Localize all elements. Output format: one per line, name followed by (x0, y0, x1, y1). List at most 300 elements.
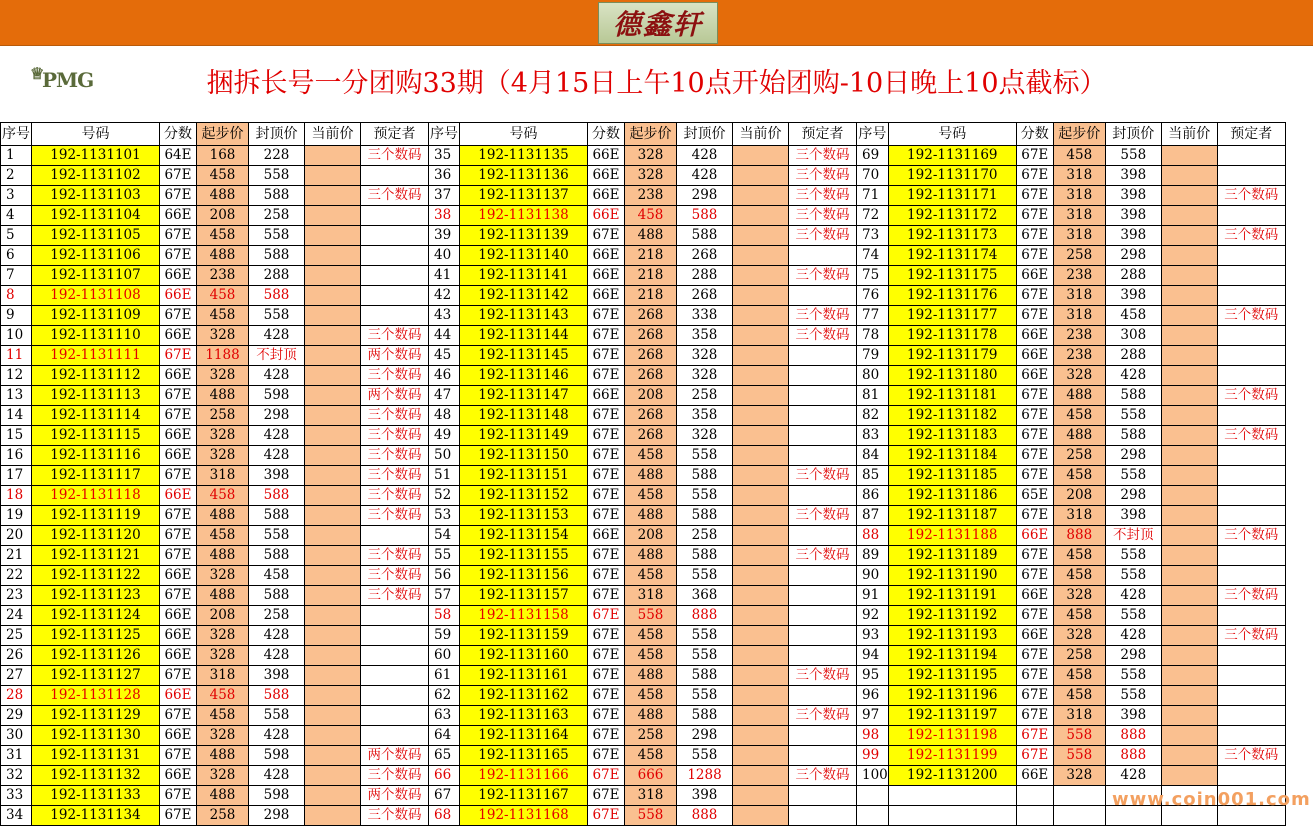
cell-start: 208 (625, 386, 677, 406)
cell-num: 192-1131108 (32, 286, 160, 306)
cell-fen: 67E (588, 726, 625, 746)
cell-start: 458 (1053, 546, 1105, 566)
cell-cur (1161, 386, 1217, 406)
cell-cur (305, 486, 361, 506)
cell-res: 三个数码 (361, 766, 429, 786)
cell-cur (733, 746, 789, 766)
cell-fen: 66E (160, 486, 197, 506)
cell-cur (1161, 306, 1217, 326)
cell-cur (1161, 686, 1217, 706)
cell-num: 192-1131112 (32, 366, 160, 386)
cell-res (789, 686, 857, 706)
cell-seq: 68 (429, 806, 460, 826)
cell-res (1217, 466, 1285, 486)
cell-fen: 67E (588, 786, 625, 806)
cell-seq: 21 (1, 546, 32, 566)
cell-num: 192-1131102 (32, 166, 160, 186)
cell-res: 三个数码 (789, 766, 857, 786)
cell-res: 三个数码 (789, 546, 857, 566)
cell-cap: 588 (677, 546, 733, 566)
cell-num: 192-1131141 (460, 266, 588, 286)
cell-start: 238 (1053, 326, 1105, 346)
cell-start: 328 (197, 646, 249, 666)
table-row (1, 246, 1286, 266)
cell-fen: 67E (1016, 226, 1053, 246)
cell-start: 1188 (197, 346, 249, 366)
cell-fen: 67E (588, 426, 625, 446)
cell-cur (305, 726, 361, 746)
cell-num: 192-1131176 (888, 286, 1016, 306)
cell-num: 192-1131167 (460, 786, 588, 806)
cell-res (789, 346, 857, 366)
cell-cap: 228 (249, 146, 305, 166)
empty-cell (1016, 786, 1053, 806)
cell-res: 三个数码 (1217, 746, 1285, 766)
cell-cur (1161, 746, 1217, 766)
cell-cap: 588 (249, 186, 305, 206)
cell-res (361, 646, 429, 666)
cell-res: 三个数码 (1217, 426, 1285, 446)
cell-seq: 43 (429, 306, 460, 326)
cell-num: 192-1131178 (888, 326, 1016, 346)
cell-res: 三个数码 (789, 186, 857, 206)
cell-res (1217, 666, 1285, 686)
cell-cur (733, 446, 789, 466)
cell-start: 318 (1053, 226, 1105, 246)
cell-fen: 67E (1016, 386, 1053, 406)
cell-cur (733, 146, 789, 166)
cell-num: 192-1131126 (32, 646, 160, 666)
cell-cap: 888 (1105, 726, 1161, 746)
cell-seq: 47 (429, 386, 460, 406)
table-row (1, 506, 1286, 526)
table-row (1, 306, 1286, 326)
cell-num: 192-1131154 (460, 526, 588, 546)
cell-fen: 67E (160, 586, 197, 606)
cell-start: 458 (625, 206, 677, 226)
cell-res: 三个数码 (361, 566, 429, 586)
cell-start: 218 (625, 246, 677, 266)
cell-cap: 428 (1105, 586, 1161, 606)
cell-cap: 558 (249, 306, 305, 326)
cell-num: 192-1131152 (460, 486, 588, 506)
table-row (1, 566, 1286, 586)
cell-cap: 358 (677, 326, 733, 346)
cell-num: 192-1131183 (888, 426, 1016, 446)
cell-cap: 258 (677, 526, 733, 546)
cell-fen: 66E (588, 206, 625, 226)
cell-start: 458 (625, 486, 677, 506)
cell-seq: 23 (1, 586, 32, 606)
cell-seq: 9 (1, 306, 32, 326)
cell-seq: 32 (1, 766, 32, 786)
cell-seq: 28 (1, 686, 32, 706)
cell-num: 192-1131134 (32, 806, 160, 826)
cell-cap: 298 (1105, 486, 1161, 506)
cell-cap: 558 (1105, 406, 1161, 426)
cell-start: 558 (1053, 746, 1105, 766)
cell-cap: 398 (1105, 286, 1161, 306)
pmg-emblem-icon: ♕ (30, 64, 44, 83)
cell-fen: 65E (1016, 486, 1053, 506)
cell-start: 888 (1053, 526, 1105, 546)
cell-num: 192-1131145 (460, 346, 588, 366)
table-row (1, 786, 1286, 806)
cell-start: 328 (197, 446, 249, 466)
cell-cur (305, 206, 361, 226)
cell-fen: 67E (1016, 166, 1053, 186)
cell-cap: 368 (677, 586, 733, 606)
cell-num: 192-1131140 (460, 246, 588, 266)
cell-res (1217, 326, 1285, 346)
cell-seq: 72 (857, 206, 889, 226)
cell-fen: 67E (1016, 426, 1053, 446)
cell-seq: 63 (429, 706, 460, 726)
cell-res: 三个数码 (361, 586, 429, 606)
cell-cur (733, 326, 789, 346)
cell-fen: 67E (1016, 606, 1053, 626)
cell-cur (305, 506, 361, 526)
cell-seq: 45 (429, 346, 460, 366)
table-row (1, 326, 1286, 346)
cell-res: 三个数码 (789, 706, 857, 726)
cell-cap: 888 (677, 606, 733, 626)
cell-start: 488 (625, 666, 677, 686)
cell-fen: 67E (588, 746, 625, 766)
column-header: 起步价 (197, 123, 249, 146)
cell-res: 三个数码 (789, 226, 857, 246)
cell-seq: 94 (857, 646, 889, 666)
cell-start: 458 (625, 626, 677, 646)
cell-start: 318 (1053, 286, 1105, 306)
cell-seq: 8 (1, 286, 32, 306)
cell-seq: 35 (429, 146, 460, 166)
cell-cur (305, 626, 361, 646)
cell-cur (733, 266, 789, 286)
cell-cap: 588 (677, 666, 733, 686)
cell-fen: 67E (588, 646, 625, 666)
cell-start: 458 (625, 446, 677, 466)
cell-cap: 458 (1105, 306, 1161, 326)
cell-res (1217, 206, 1285, 226)
cell-cur (1161, 526, 1217, 546)
cell-seq: 16 (1, 446, 32, 466)
cell-num: 192-1131106 (32, 246, 160, 266)
cell-seq: 96 (857, 686, 889, 706)
cell-num: 192-1131174 (888, 246, 1016, 266)
cell-start: 458 (197, 486, 249, 506)
cell-fen: 67E (160, 466, 197, 486)
cell-cap: 588 (249, 586, 305, 606)
cell-start: 328 (197, 426, 249, 446)
cell-cur (305, 306, 361, 326)
cell-cap: 298 (249, 806, 305, 826)
cell-cur (305, 466, 361, 486)
cell-num: 192-1131184 (888, 446, 1016, 466)
cell-num: 192-1131151 (460, 466, 588, 486)
cell-cur (733, 586, 789, 606)
cell-seq: 51 (429, 466, 460, 486)
cell-res (361, 726, 429, 746)
cell-seq: 88 (857, 526, 889, 546)
banner (0, 0, 1313, 46)
cell-cur (733, 566, 789, 586)
cell-res: 三个数码 (1217, 626, 1285, 646)
column-header: 分数 (1016, 123, 1053, 146)
cell-res (361, 686, 429, 706)
cell-cur (305, 166, 361, 186)
cell-res (789, 586, 857, 606)
cell-start: 328 (1053, 766, 1105, 786)
cell-fen: 66E (588, 526, 625, 546)
cell-num: 192-1131139 (460, 226, 588, 246)
cell-res: 两个数码 (361, 786, 429, 806)
cell-cur (305, 326, 361, 346)
cell-cur (733, 306, 789, 326)
cell-fen: 66E (588, 266, 625, 286)
cell-cap: 588 (249, 686, 305, 706)
cell-num: 192-1131158 (460, 606, 588, 626)
cell-cur (1161, 266, 1217, 286)
cell-cap: 598 (249, 746, 305, 766)
cell-cap: 428 (249, 626, 305, 646)
cell-cap: 558 (677, 446, 733, 466)
cell-fen: 67E (1016, 546, 1053, 566)
table-row (1, 546, 1286, 566)
cell-num: 192-1131165 (460, 746, 588, 766)
cell-num: 192-1131169 (888, 146, 1016, 166)
cell-seq: 53 (429, 506, 460, 526)
cell-fen: 67E (160, 226, 197, 246)
cell-num: 192-1131143 (460, 306, 588, 326)
cell-start: 328 (1053, 626, 1105, 646)
cell-start: 458 (1053, 406, 1105, 426)
cell-res (789, 726, 857, 746)
watermark: www.coin001.com (1112, 789, 1311, 810)
cell-seq: 33 (1, 786, 32, 806)
cell-start: 488 (625, 506, 677, 526)
cell-res (1217, 566, 1285, 586)
table-row (1, 466, 1286, 486)
cell-cur (733, 786, 789, 806)
cell-res: 三个数码 (361, 446, 429, 466)
cell-fen: 67E (588, 806, 625, 826)
cell-seq: 81 (857, 386, 889, 406)
cell-num: 192-1131171 (888, 186, 1016, 206)
cell-cur (305, 746, 361, 766)
cell-num: 192-1131180 (888, 366, 1016, 386)
cell-fen: 67E (1016, 706, 1053, 726)
cell-start: 666 (625, 766, 677, 786)
cell-num: 192-1131187 (888, 506, 1016, 526)
cell-seq: 78 (857, 326, 889, 346)
cell-cur (305, 586, 361, 606)
cell-cap: 428 (677, 166, 733, 186)
cell-cap: 398 (1105, 506, 1161, 526)
cell-cur (305, 646, 361, 666)
cell-start: 268 (625, 366, 677, 386)
cell-num: 192-1131147 (460, 386, 588, 406)
cell-res: 三个数码 (361, 506, 429, 526)
table-row (1, 226, 1286, 246)
cell-start: 488 (197, 506, 249, 526)
cell-seq: 73 (857, 226, 889, 246)
cell-res (1217, 146, 1285, 166)
table-row (1, 606, 1286, 626)
cell-res (789, 526, 857, 546)
cell-seq: 7 (1, 266, 32, 286)
cell-num: 192-1131186 (888, 486, 1016, 506)
cell-num: 192-1131115 (32, 426, 160, 446)
cell-num: 192-1131113 (32, 386, 160, 406)
cell-seq: 10 (1, 326, 32, 346)
cell-seq: 64 (429, 726, 460, 746)
cell-res (361, 626, 429, 646)
column-header: 序号 (857, 123, 889, 146)
cell-start: 458 (1053, 686, 1105, 706)
cell-fen: 66E (1016, 626, 1053, 646)
cell-num: 192-1131161 (460, 666, 588, 686)
cell-seq: 44 (429, 326, 460, 346)
cell-start: 318 (1053, 506, 1105, 526)
cell-res: 三个数码 (361, 546, 429, 566)
cell-fen: 67E (160, 526, 197, 546)
cell-start: 318 (1053, 206, 1105, 226)
cell-cap: 558 (1105, 146, 1161, 166)
cell-start: 328 (197, 326, 249, 346)
cell-seq: 3 (1, 186, 32, 206)
cell-start: 238 (625, 186, 677, 206)
cell-seq: 26 (1, 646, 32, 666)
cell-cap: 558 (677, 646, 733, 666)
cell-cap: 398 (249, 466, 305, 486)
cell-num: 192-1131172 (888, 206, 1016, 226)
cell-fen: 66E (1016, 766, 1053, 786)
cell-start: 488 (197, 546, 249, 566)
cell-num: 192-1131157 (460, 586, 588, 606)
cell-seq: 17 (1, 466, 32, 486)
cell-cur (733, 546, 789, 566)
cell-start: 258 (1053, 646, 1105, 666)
cell-res (1217, 646, 1285, 666)
cell-cap: 428 (249, 766, 305, 786)
cell-fen: 66E (160, 326, 197, 346)
cell-cap: 398 (249, 666, 305, 686)
cell-num: 192-1131142 (460, 286, 588, 306)
cell-res: 三个数码 (361, 326, 429, 346)
cell-fen: 67E (1016, 206, 1053, 226)
cell-res: 三个数码 (361, 426, 429, 446)
column-header: 当前价 (733, 123, 789, 146)
cell-fen: 67E (160, 546, 197, 566)
cell-cap: 288 (677, 266, 733, 286)
cell-seq: 20 (1, 526, 32, 546)
cell-fen: 67E (160, 506, 197, 526)
cell-num: 192-1131111 (32, 346, 160, 366)
cell-fen: 67E (160, 806, 197, 826)
cell-fen: 66E (160, 646, 197, 666)
cell-seq: 70 (857, 166, 889, 186)
cell-num: 192-1131179 (888, 346, 1016, 366)
cell-cur (1161, 646, 1217, 666)
cell-cap: 328 (677, 366, 733, 386)
cell-cap: 558 (249, 166, 305, 186)
cell-start: 488 (197, 186, 249, 206)
cell-cur (733, 426, 789, 446)
cell-seq: 48 (429, 406, 460, 426)
cell-seq: 82 (857, 406, 889, 426)
cell-cur (305, 686, 361, 706)
table-row (1, 146, 1286, 166)
cell-fen: 67E (160, 746, 197, 766)
cell-num: 192-1131124 (32, 606, 160, 626)
cell-seq: 46 (429, 366, 460, 386)
cell-start: 208 (197, 206, 249, 226)
cell-res: 三个数码 (361, 366, 429, 386)
cell-cur (733, 606, 789, 626)
cell-seq: 50 (429, 446, 460, 466)
cell-num: 192-1131136 (460, 166, 588, 186)
cell-seq: 37 (429, 186, 460, 206)
table-row (1, 386, 1286, 406)
cell-seq: 5 (1, 226, 32, 246)
cell-start: 318 (625, 586, 677, 606)
cell-fen: 66E (588, 146, 625, 166)
cell-cur (733, 386, 789, 406)
cell-num: 192-1131192 (888, 606, 1016, 626)
cell-cap: 428 (249, 426, 305, 446)
cell-cap: 558 (1105, 666, 1161, 686)
cell-cap: 588 (677, 226, 733, 246)
cell-cur (733, 706, 789, 726)
cell-cur (305, 666, 361, 686)
column-header: 号码 (460, 123, 588, 146)
column-header: 当前价 (305, 123, 361, 146)
cell-start: 488 (625, 466, 677, 486)
cell-fen: 67E (588, 586, 625, 606)
cell-start: 488 (197, 386, 249, 406)
cell-start: 318 (197, 466, 249, 486)
cell-cur (305, 766, 361, 786)
cell-fen: 67E (1016, 506, 1053, 526)
column-header: 预定者 (789, 123, 857, 146)
cell-cur (733, 186, 789, 206)
cell-fen: 67E (160, 786, 197, 806)
cell-start: 328 (625, 146, 677, 166)
column-header: 封顶价 (677, 123, 733, 146)
cell-cap: 288 (1105, 346, 1161, 366)
cell-start: 208 (197, 606, 249, 626)
cell-cur (305, 246, 361, 266)
cell-fen: 67E (160, 666, 197, 686)
cell-seq: 84 (857, 446, 889, 466)
cell-start: 218 (625, 266, 677, 286)
cell-cap: 398 (1105, 166, 1161, 186)
cell-res (1217, 546, 1285, 566)
cell-seq: 56 (429, 566, 460, 586)
cell-seq: 85 (857, 466, 889, 486)
cell-start: 328 (197, 366, 249, 386)
cell-res: 两个数码 (361, 386, 429, 406)
shop-logo: 德鑫轩 (598, 2, 718, 44)
column-header: 序号 (1, 123, 32, 146)
cell-cap: 588 (1105, 386, 1161, 406)
column-header: 号码 (888, 123, 1016, 146)
cell-fen: 67E (588, 486, 625, 506)
cell-res (789, 386, 857, 406)
table-row (1, 406, 1286, 426)
empty-cell (857, 806, 889, 826)
